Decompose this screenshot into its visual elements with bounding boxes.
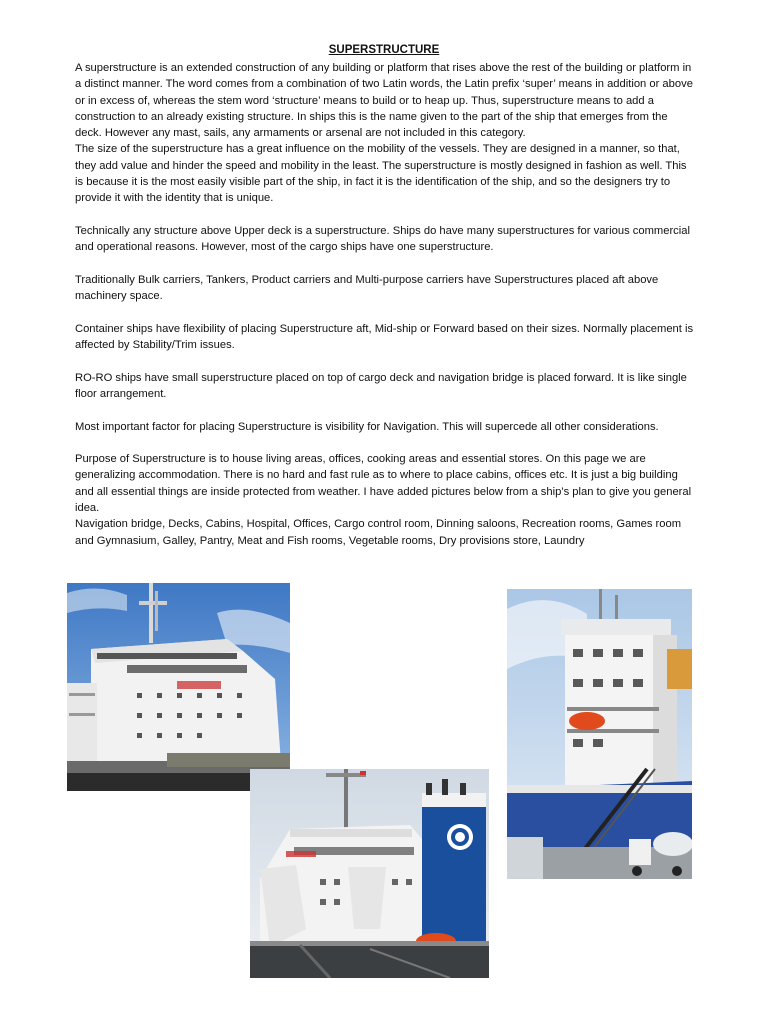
paragraph-purpose: Purpose of Superstructure is to house living areas, offices, cooking areas and essential stores. On this page we are generalizing accommodation. There is no hard and fast rule as to where to place cabins, offices etc. It is just a big building and all essential things are inside protected from weather. I have added pictures below from a ship’s plan to give you general idea. [75,453,692,515]
ship-superstructure-photo-a [67,583,290,791]
ship-superstructure-photo-b [507,589,692,879]
document-body [75,60,695,549]
paragraph-technical: Technically any structure above Upper deck is a superstructure. Ships do have many superstructures for various commercial and operational reasons. However, most of the cargo ships have one superstructure. [75,224,690,254]
paragraph-visibility: Most important factor for placing Superstructure is visibility for Navigation. This will supercede all other considerations. [75,420,659,433]
document-title: SUPERSTRUCTURE [328,44,440,56]
paragraph-size: The size of the superstructure has a great influence on the mobility of the vessels. They are designed in a manner, so that, they add value and hinder the speed and mobility in the least. The superstructure is mostly designed in fashion as well. This is because it is the most easily visible part of the ship, in fact it is the identification of the ship, and so the designers try to provide it with the identity that is unique. [75,143,687,205]
paragraph-roro-ships: RO-RO ships have small superstructure placed on top of cargo deck and navigation bridge is placed forward. It is like single floor arrangement. [75,371,687,400]
paragraph-bulk-carriers: Traditionally Bulk carriers, Tankers, Product carriers and Multi-purpose carriers have Superstructures placed aft above machinery space. [75,273,659,303]
ship-funnel-photo-c [250,769,489,978]
paragraph-container-ships: Container ships have flexibility of placing Superstructure aft, Mid-ship or Forward based on their sizes. Normally placement is affected by Stability/Trim issues. [75,322,694,352]
paragraph-definition: A superstructure is an extended construction of any building or platform that rises above the rest of the building or platform in a distinct manner. The word comes from a combination of two Latin words, the Latin prefix ‘super’ means in addition or above or in excess of, whereas the stem word ‘structure’ means to build or to heap up. Thus, superstructure means to add a construction to an already existing structure. In ships this is the name given to the part of the ship that emerges from the deck. However any mast, sails, any armaments or arsenal are not included in this category. [75,62,693,140]
paragraph-room-list: Navigation bridge, Decks, Cabins, Hospital, Offices, Cargo control room, Dinning saloons, Recreation rooms, Games room and Gymnasium, Galley, Pantry, Meat and Fish rooms, Vegetable rooms, Dry provisions store, Laundry [75,518,682,547]
